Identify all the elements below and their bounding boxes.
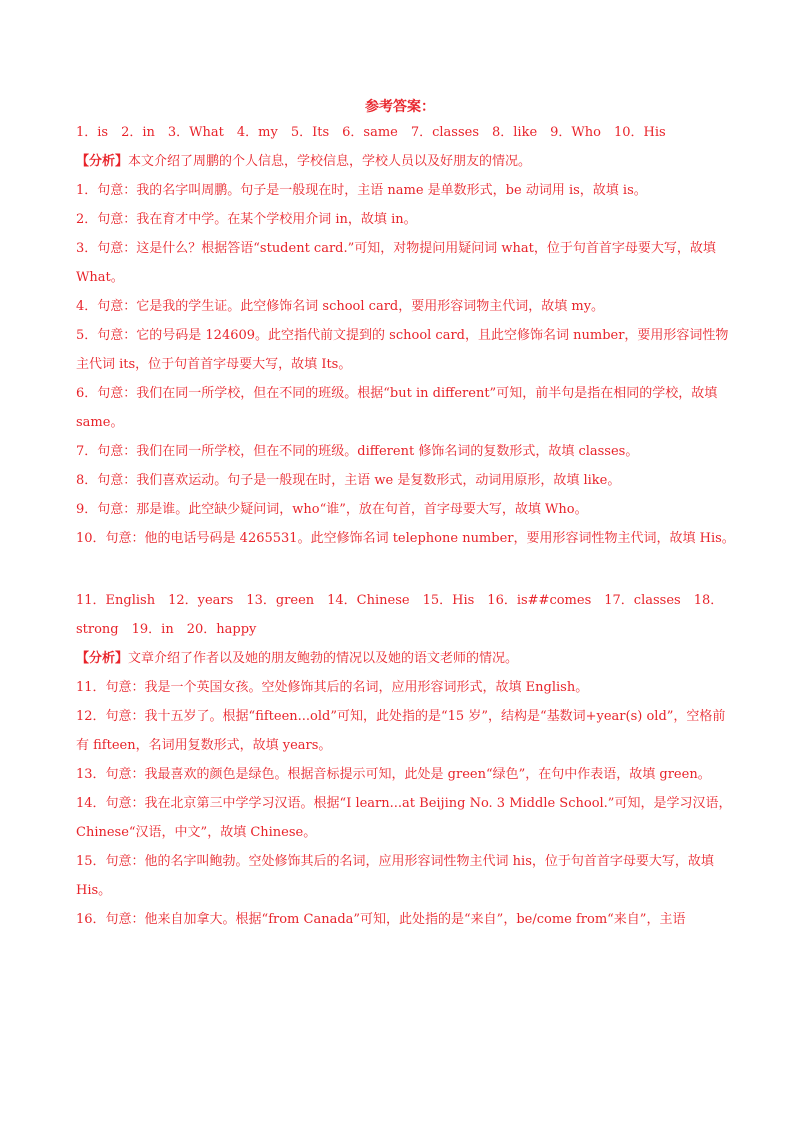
explanation-item: 5．句意：它的号码是 124609。此空指代前文提到的 school card，且此空修饰名词 number，要用形容词性物主代词 its，位于句首首字母要大写，故填 Its。 (76, 328, 729, 372)
analysis-text: 本文介绍了周鹏的个人信息，学校信息，学校人员以及好朋友的情况。 (128, 154, 532, 169)
answer-key-line-2: 11．English 12．years 13．green 14．Chinese 15．His 16．is##comes 17．classes 18．strong 19．in 20．happy (76, 593, 724, 637)
explanation-item: 11．句意：我是一个英国女孩。空处修饰其后的名词，应用形容词形式，故填 English。 (76, 680, 589, 695)
analysis-tag: 【分析】 (76, 651, 129, 666)
section-gap (76, 553, 736, 586)
analysis-1 (76, 147, 736, 176)
explanation-item: 3．句意：这是什么？根据答语“student card.”可知，对物提问用疑问词 what，位于句首首字母要大写，故填 What。 (76, 241, 716, 285)
page-title: 参考答案： (365, 99, 435, 115)
explanation-item: 10．句意：他的电话号码是 4265531。此空修饰名词 telephone number，要用形容词性物主代词，故填 His。 (76, 531, 735, 546)
analysis-tag: 【分析】 (76, 154, 129, 169)
analysis-2 (76, 644, 736, 673)
explanation-item: 14．句意：我在北京第三中学学习汉语。根据“I learn...at Beijing No. 3 Middle School.”可知，是学习汉语，Chinese“汉语，中文”，故填 Chinese。 (76, 796, 732, 840)
explanation-item: 15．句意：他的名字叫鲍勃。空处修饰其后的名词，应用形容词性物主代词 his，位于句首首字母要大写，故填 His。 (76, 854, 714, 898)
explanation-item: 9．句意：那是谁。此空缺少疑问词，who“谁”，放在句首，首字母要大写，故填 Who。 (76, 502, 588, 517)
explanation-item: 7．句意：我们在同一所学校，但在不同的班级。different 修饰名词的复数形式，故填 classes。 (76, 444, 639, 459)
explanation-item: 2．句意：我在育才中学。在某个学校用介词 in，故填 in。 (76, 212, 417, 227)
answer-key-line-1: 1．is 2．in 3．What 4．my 5．Its 6．same 7．classes 8．like 9．Who 10．His (76, 125, 666, 140)
explanation-item: 4．句意：它是我的学生证。此空修饰名词 school card，要用形容词物主代词，故填 my。 (76, 299, 605, 314)
explanation-item: 1．句意：我的名字叫周鹏。句子是一般现在时，主语 name 是单数形式，be 动词用 is，故填 is。 (76, 183, 647, 198)
explanation-item: 8．句意：我们喜欢运动。句子是一般现在时，主语 we 是复数形式，动词用原形，故填 like。 (76, 473, 621, 488)
analysis-text: 文章介绍了作者以及她的朋友鲍勃的情况以及她的语文老师的情况。 (128, 651, 519, 666)
explanation-item: 13．句意：我最喜欢的颜色是绿色。根据音标提示可知，此处是 green“绿色”，在句中作表语，故填 green。 (76, 767, 711, 782)
answer-content (76, 118, 736, 934)
explanation-item: 16．句意：他来自加拿大。根据“from Canada”可知，此处指的是“来自”，be/come from“来自”，主语 (76, 912, 686, 927)
explanation-item: 12．句意：我十五岁了。根据“fifteen...old”可知，此处指的是“15 岁”，结构是“基数词+year(s) old”，空格前有 fifteen，名词用复数形式，故填 years。 (76, 709, 726, 753)
explanation-item: 6．句意：我们在同一所学校，但在不同的班级。根据“but in different”可知，前半句是指在相同的学校，故填 same。 (76, 386, 718, 430)
